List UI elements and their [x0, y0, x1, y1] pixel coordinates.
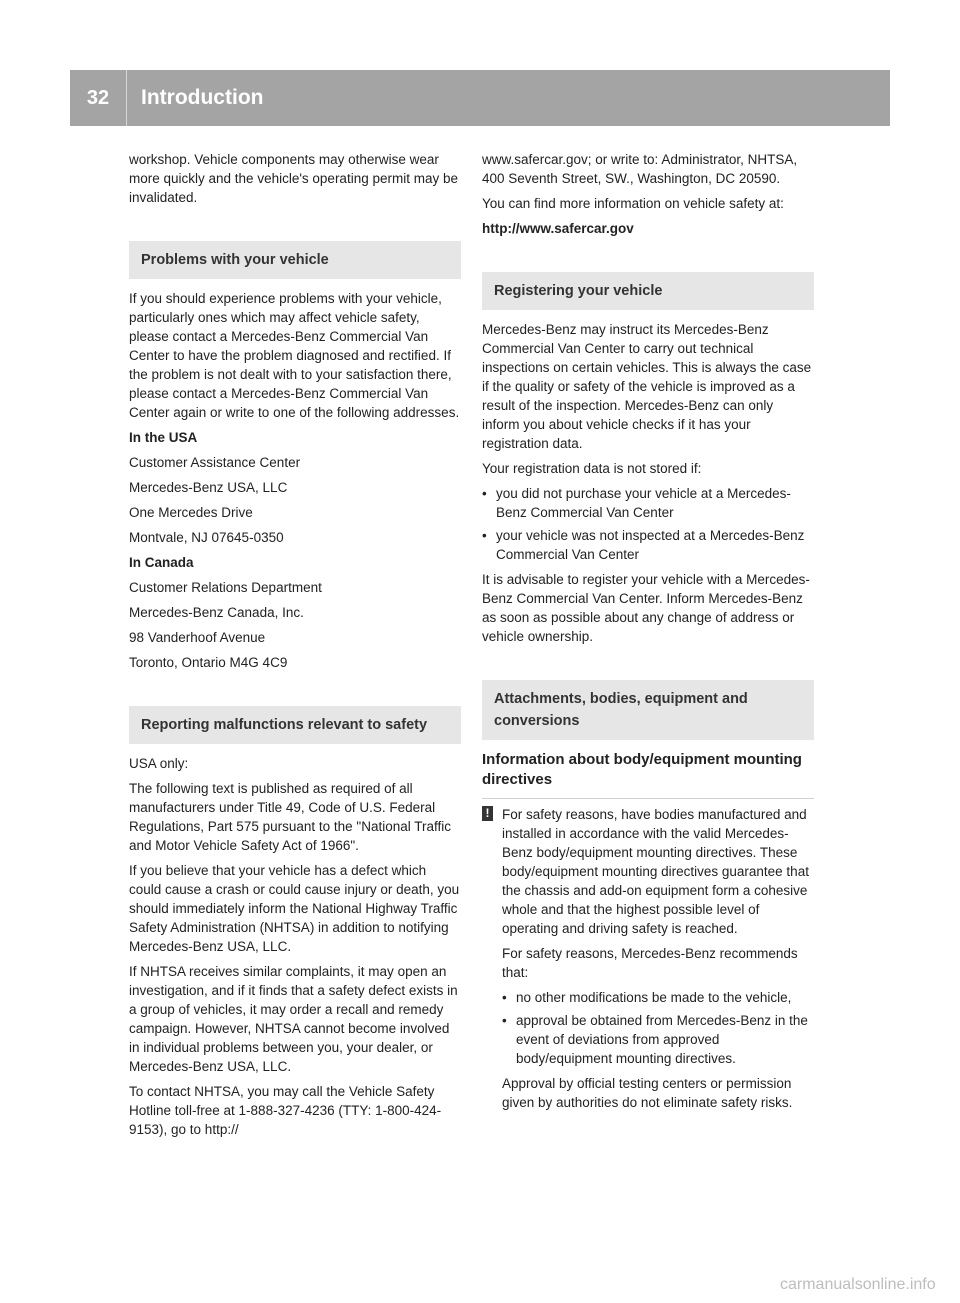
right-column: [482, 150, 814, 1118]
warning-icon: !: [482, 806, 493, 821]
recommendations-list: [502, 988, 814, 1068]
list-item: • you did not purchase your vehicle at a Mercedes-Benz Commercial Van Center: [482, 484, 814, 522]
page-header: [70, 70, 890, 126]
list-item: • your vehicle was not inspected at a Mercedes-Benz Commercial Van Center: [482, 526, 814, 564]
list-item: • no other modifications be made to the vehicle,: [502, 988, 814, 1007]
reporting-paragraph: The following text is published as required of all manufacturers under Title 49, Code of U.S. Federal Regulations, Part 575 pursuant to the "National Traffic and Motor Vehicle Safety Act of 1966".: [129, 781, 451, 853]
usa-address-line: One Mercedes Drive: [129, 505, 253, 520]
reporting-paragraph: If NHTSA receives similar complaints, it may open an investigation, and if it finds that a safety defect exists in a group of vehicles, it may order a recall and remedy campaign. However, NHTSA cannot become involved in individual problems between you, your dealer, or Mercedes-Benz USA, LLC.: [129, 964, 458, 1074]
registering-paragraph: Mercedes-Benz may instruct its Mercedes-Benz Commercial Van Center to carry out technical inspections on certain vehicles. This is always the case if the quality or safety of the vehicle is improved as a result of the inspection. Mercedes-Benz can only inform you about vehicle checks if it has your registration data.: [482, 322, 812, 451]
canada-address-line: 98 Vanderhoof Avenue: [129, 630, 266, 645]
usa-only-note: USA only:: [129, 756, 189, 771]
warning-block: [482, 805, 814, 1112]
approval-paragraph: Approval by official testing centers or permission given by authorities do not eliminate safety risks.: [502, 1076, 793, 1110]
registering-paragraph: Your registration data is not stored if:: [482, 461, 702, 476]
problems-paragraph: If you should experience problems with your vehicle, particularly ones which may affect vehicle safety, please contact a Mercedes-Benz Commercial Van Center to have the problem diagnosed and rectified. If the problem is not dealt with to your satisfaction there, please contact a Mercedes-Benz Commercial Van Center again or write to one of the following addresses.: [129, 291, 460, 420]
registering-list: [482, 484, 814, 564]
reporting-paragraph: To contact NHTSA, you may call the Vehicle Safety Hotline toll-free at 1-888-327-4236 (TTY: 1-800-424-9153), go to http://: [129, 1084, 442, 1137]
page-number: 32: [70, 70, 127, 126]
section-heading-problems: Problems with your vehicle: [129, 241, 461, 279]
usa-label: In the USA: [129, 430, 198, 445]
canada-address-line: Mercedes-Benz Canada, Inc.: [129, 605, 304, 620]
safercar-link[interactable]: http://www.safercar.gov: [482, 221, 634, 236]
intro-paragraph: workshop. Vehicle components may otherwise wear more quickly and the vehicle's operating permit may be invalidated.: [129, 152, 458, 205]
list-item: • approval be obtained from Mercedes-Benz in the event of deviations from approved body/equipment mounting directives.: [502, 1011, 814, 1068]
contact-continuation: www.safercar.gov; or write to: Administrator, NHTSA, 400 Seventh Street, SW., Washington, DC 20590.: [482, 152, 798, 186]
left-column: [129, 150, 461, 1145]
usa-address-line: Mercedes-Benz USA, LLC: [129, 480, 288, 495]
section-heading-reporting: Reporting malfunctions relevant to safety: [129, 706, 461, 744]
usa-address-line: Customer Assistance Center: [129, 455, 301, 470]
usa-address-line: Montvale, NJ 07645-0350: [129, 530, 284, 545]
registering-paragraph: It is advisable to register your vehicle with a Mercedes-Benz Commercial Van Center. Inform Mercedes-Benz as soon as possible about any change of address or vehicle ownership.: [482, 572, 810, 644]
section-heading-registering: Registering your vehicle: [482, 272, 814, 310]
reporting-paragraph: If you believe that your vehicle has a defect which could cause a crash or could cause injury or death, you should immediately inform the National Highway Traffic Safety Administration (NHTSA) in addition to notifying Mercedes-Benz USA, LLC.: [129, 863, 460, 954]
more-info-paragraph: You can find more information on vehicle safety at:: [482, 196, 784, 211]
footer-watermark: carmanualsonline.info: [780, 1276, 936, 1293]
section-heading-attachments: Attachments, bodies, equipment and conversions: [482, 680, 814, 740]
subheading-mounting-directives: Information about body/equipment mounting directives: [482, 750, 814, 799]
page-title: Introduction: [141, 86, 264, 109]
canada-address-line: Customer Relations Department: [129, 580, 322, 595]
recommends-paragraph: For safety reasons, Mercedes-Benz recommends that:: [502, 946, 798, 980]
warning-paragraph: For safety reasons, have bodies manufactured and installed in accordance with the valid Mercedes-Benz body/equipment mounting directives. These body/equipment mounting directives guarantee that the chassis and add-on equipment form a cohesive whole and that the highest possible level of operating and driving safety is reached.: [502, 807, 809, 936]
canada-label: In Canada: [129, 555, 194, 570]
canada-address-line: Toronto, Ontario M4G 4C9: [129, 655, 288, 670]
